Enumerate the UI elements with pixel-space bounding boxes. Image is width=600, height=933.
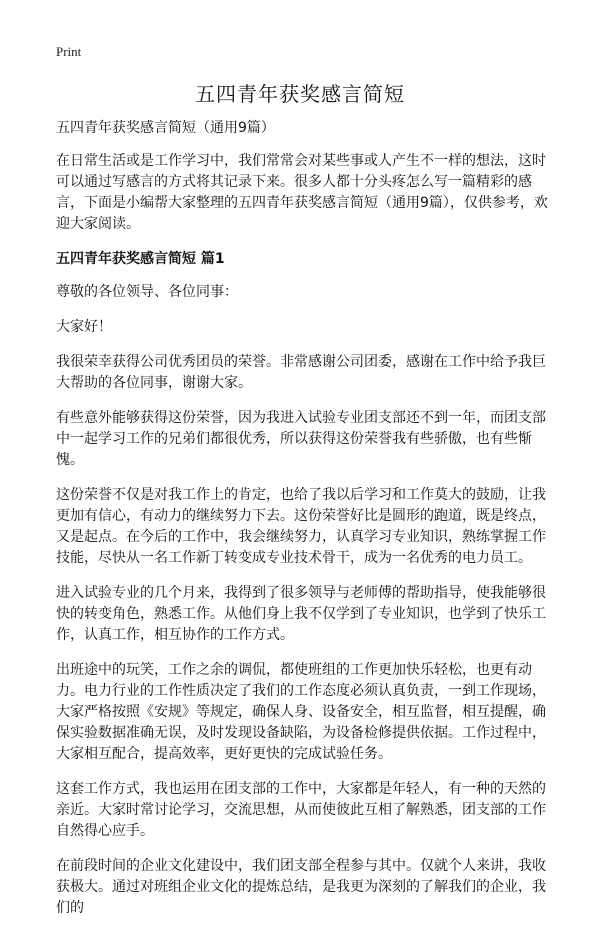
article-subtitle: 五四青年获奖感言简短（通用9篇）: [56, 120, 275, 136]
print-link[interactable]: Print: [56, 44, 82, 59]
body-paragraph: 在前段时间的企业文化建设中，我们团支部全程参与其中。仅就个人来讲，我收获极大。通过对班组企业文化的提炼总结，是我更为深刻的了解我们的企业，我们的: [56, 858, 546, 916]
body-paragraph: 这套工作方式，我也运用在团支部的工作中，大家都是年轻人，有一种的天然的亲近。大家时常讨论学习，交流思想，从而使彼此互相了解熟悉，团支部的工作自然得心应手。: [56, 781, 546, 839]
section-heading: 五四青年获奖感言简短 篇1: [56, 251, 225, 267]
body-paragraph: 这份荣誉不仅是对我工作上的肯定，也给了我以后学习和工作莫大的鼓励，让我更加有信心，有动力的继续努力下去。这份荣誉好比是圆形的跑道，既是终点，又是起点。在今后的工作中，我会继续努力，认真学习专业知识，熟练掌握工作技能，尽快从一名工作新丁转变成专业技术骨干，成为一名优秀的电力员工。: [56, 487, 546, 566]
body-paragraph: 进入试验专业的几个月来，我得到了很多领导与老师傅的帮助指导，使我能够很快的转变角色，熟悉工作。从他们身上我不仅学到了专业知识，也学到了快乐工作，认真工作，相互协作的工作方式。: [56, 585, 546, 643]
intro-paragraph: 在日常生活或是工作学习中，我们常常会对某些事或人产生不一样的想法，这时可以通过写感言的方式将其记录下来。很多人都十分头疼怎么写一篇精彩的感言，下面是小编帮大家整理的五四青年获奖感言简短（通用9篇），仅供参考，欢迎大家阅读。: [56, 153, 548, 232]
article-body: [56, 118, 548, 933]
body-paragraph: 我很荣幸获得公司优秀团员的荣誉。非常感谢公司团委，感谢在工作中给予我巨大帮助的各位同事，谢谢大家。: [56, 354, 546, 391]
greeting-paragraph: 大家好！: [56, 319, 112, 335]
salutation-paragraph: 尊敬的各位领导、各位同事：: [56, 284, 238, 300]
page-title: 五四青年获奖感言简短: [195, 82, 405, 106]
body-paragraph: 出班途中的玩笑，工作之余的调侃，都使班组的工作更加快乐轻松，也更有动力。电力行业的工作性质决定了我们的工作态度必须认真负责，一到工作现场，大家严格按照《安规》等规定，确保人身、设备安全，相互监督，相互提醒，确保实验数据准确无误，及时发现设备缺陷，为设备检修提供依据。工作过程中，大家相互配合，提高效率，更好更快的完成试验任务。: [56, 662, 546, 762]
body-paragraph: 有些意外能够获得这份荣誉，因为我进入试验专业团支部还不到一年，而团支部中一起学习工作的兄弟们都很优秀，所以获得这份荣誉我有些骄傲，也有些惭愧。: [56, 410, 546, 468]
